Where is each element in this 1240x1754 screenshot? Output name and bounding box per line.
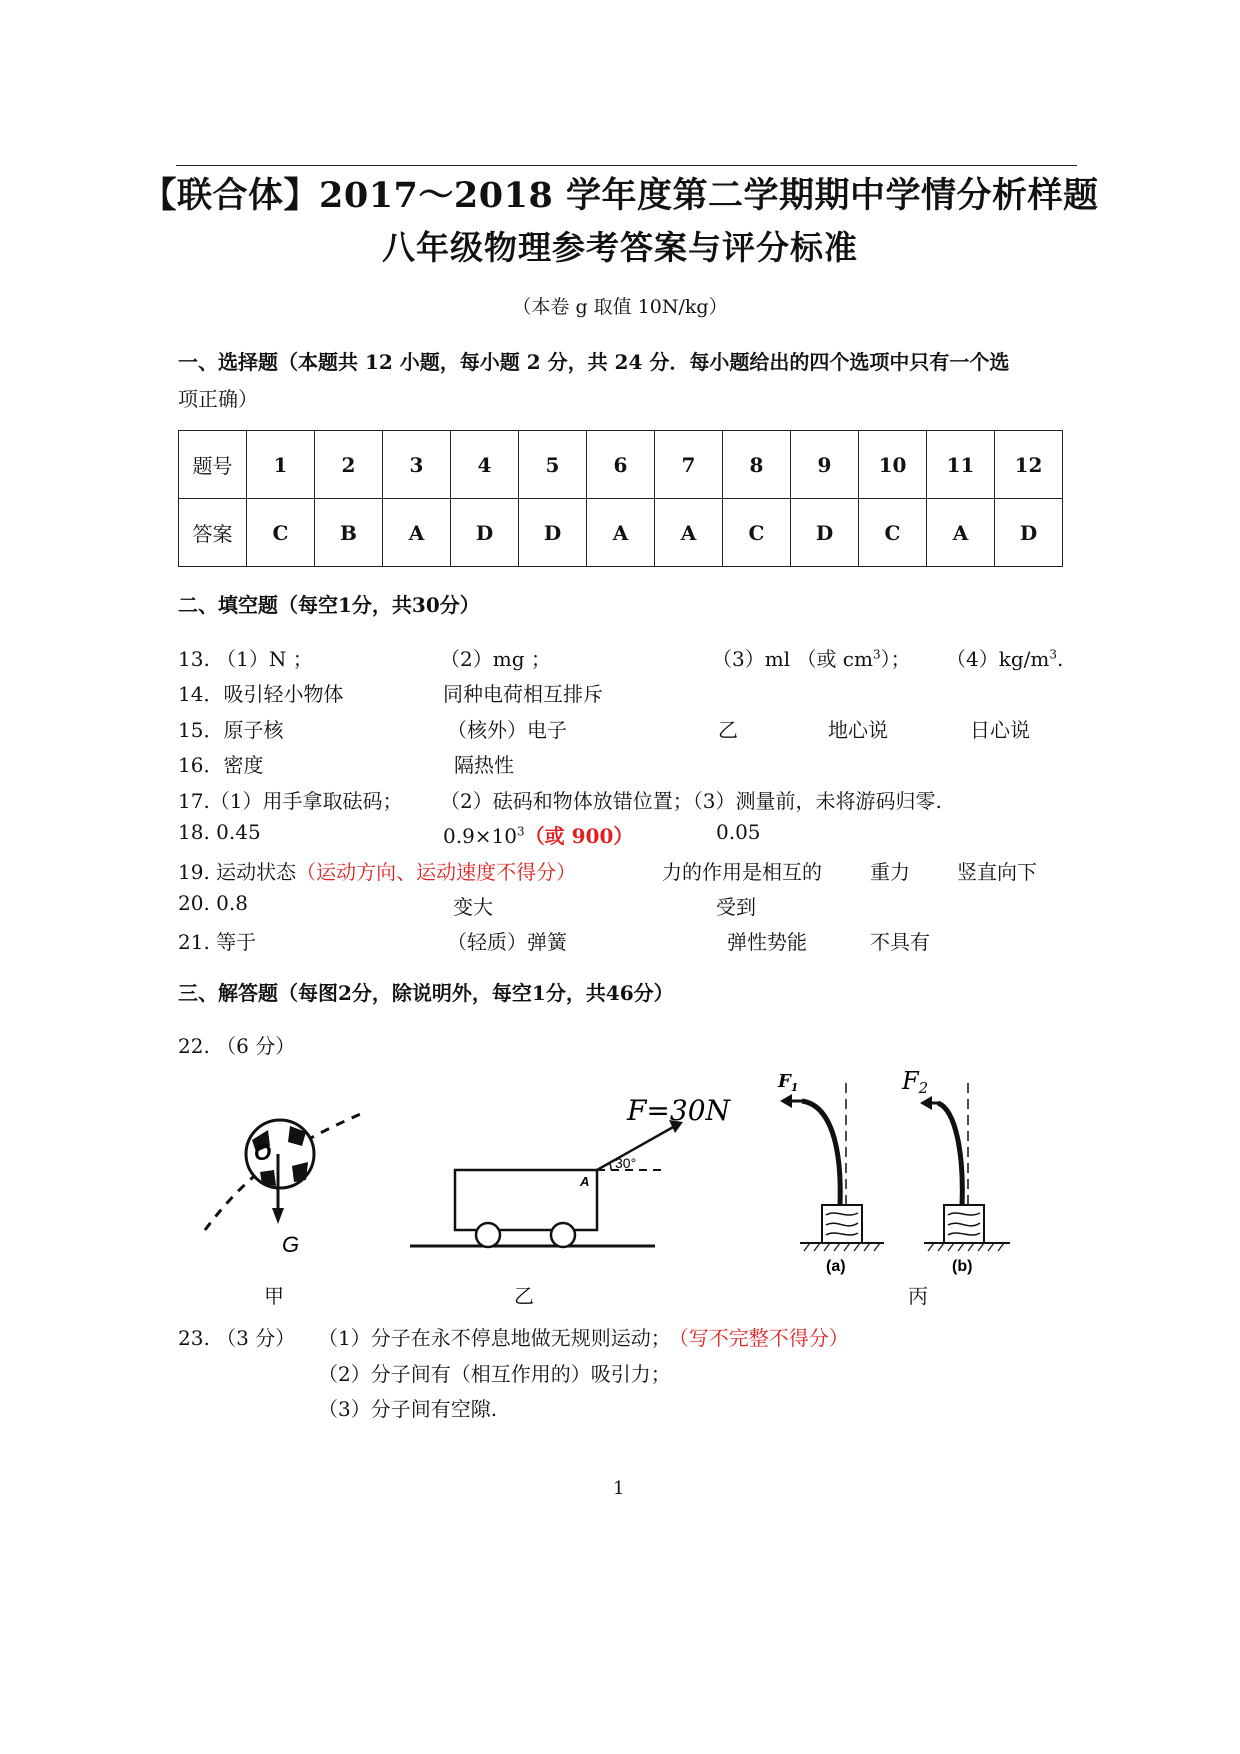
table-cell: 1 [247, 431, 315, 499]
q21-part1: 21. 等于 [178, 930, 257, 954]
caption-bing: 丙 [908, 1284, 928, 1308]
figure-jia-ball [190, 1090, 380, 1270]
q19-part1: 19. 运动状态（运动方向、运动速度不得分） [178, 860, 577, 884]
row-label-answer: 答案 [179, 499, 247, 567]
caption-jia: 甲 [264, 1284, 284, 1308]
table-cell: C [247, 499, 315, 567]
q19-part4: 竖直向下 [957, 860, 1037, 884]
table-cell: 10 [859, 431, 927, 499]
q14-part1: 14．吸引轻小物体 [178, 682, 344, 706]
q13-part3: （3）ml （或 $cm^3$）； [712, 647, 911, 671]
table-cell: 9 [791, 431, 859, 499]
table-row [179, 499, 1063, 567]
table-cell: C [859, 499, 927, 567]
cart-body [455, 1170, 597, 1230]
q21-part4: 不具有 [870, 930, 930, 954]
q18-part3: 0.05 [716, 820, 761, 844]
q15-part5: 日心说 [970, 718, 1030, 742]
q16-part2: 隔热性 [454, 753, 514, 777]
q18-part1: 18. 0.45 [178, 820, 261, 844]
table-cell: B [315, 499, 383, 567]
table-cell: 5 [519, 431, 587, 499]
q23-line3: （3）分子间有空隙. [318, 1397, 498, 1421]
page-number: 1 [613, 1478, 625, 1499]
q23-heading: 23. （3 分） [178, 1326, 296, 1350]
q15-part4: 地心说 [828, 718, 888, 742]
q14-part2: 同种电荷相互排斥 [443, 682, 603, 706]
table-cell: A [655, 499, 723, 567]
q21-part3: 弹性势能 [727, 930, 807, 954]
ball-patch [260, 1170, 276, 1186]
figure-yi-cart [405, 1090, 745, 1270]
table-cell: 6 [587, 431, 655, 499]
title-line-1: 【联合体】2017～2018 学年度第二学期期中学情分析样题 [141, 175, 1099, 216]
bent-strip-a [802, 1101, 840, 1205]
label-angle: 30° [615, 1155, 637, 1171]
table-cell: 12 [995, 431, 1063, 499]
table-cell: 3 [383, 431, 451, 499]
q15-part2: （核外）电子 [447, 718, 567, 742]
q19-part3: 重力 [870, 860, 910, 884]
table-cell: 7 [655, 431, 723, 499]
q13-part2: （2）mg ； [440, 647, 551, 671]
bent-strip-b [938, 1103, 962, 1205]
section3-heading: 三、解答题（每图2分，除说明外，每空1分，共46分） [178, 981, 674, 1005]
label-f1: $F_1$ [778, 1071, 799, 1094]
q23-line1: （1）分子在永不停息地做无规则运动； （写不完整不得分） [318, 1326, 849, 1350]
header-rule [176, 165, 1077, 166]
q19-part2: 力的作用是相互的 [662, 860, 822, 884]
q18-part2: $0.9\times 10^3$（或 900） [443, 824, 634, 848]
table-row [179, 431, 1063, 499]
table-cell: A [383, 499, 451, 567]
q17-part2: （2）砝码和物体放错位置；（3）测量前，未将游码归零. [440, 789, 942, 813]
cart-wheel [476, 1223, 500, 1247]
label-b-caption: (b) [952, 1258, 973, 1275]
section1-heading-line2: 项正确） [178, 387, 258, 411]
q23-line2: （2）分子间有（相互作用的）吸引力； [318, 1362, 671, 1386]
label-f2: F2 [902, 1067, 929, 1097]
table-cell: 8 [723, 431, 791, 499]
q17-part1: 17.（1）用手拿取砝码； [178, 789, 403, 813]
section1-heading-line1: 一、选择题（本题共 12 小题，每小题 2 分，共 24 分．每小题给出的四个选项中只有一个选 [178, 350, 1010, 374]
figure-bing-springs [760, 1065, 1040, 1295]
gravity-note: （本卷 g 取值 10N/kg） [512, 296, 728, 318]
table-cell: A [587, 499, 655, 567]
label-a-caption: (a) [826, 1258, 846, 1275]
section2-heading: 二、填空题（每空1分，共30分） [178, 593, 480, 617]
gravity-arrow-head [272, 1208, 284, 1224]
q20-part1: 20. 0.8 [178, 891, 248, 915]
q22-heading: 22. （6 分） [178, 1034, 296, 1058]
table-cell: C [723, 499, 791, 567]
table-cell: D [451, 499, 519, 567]
label-force: F=30N [627, 1094, 731, 1127]
table-cell: 11 [927, 431, 995, 499]
q16-part1: 16．密度 [178, 753, 264, 777]
q15-part1: 15．原子核 [178, 718, 284, 742]
table-cell: 4 [451, 431, 519, 499]
label-g: G [282, 1232, 300, 1257]
caption-yi: 乙 [514, 1284, 534, 1308]
label-a: A [580, 1174, 590, 1189]
q21-part2: （轻质）弹簧 [447, 930, 567, 954]
table-cell: D [519, 499, 587, 567]
table-cell: D [995, 499, 1063, 567]
q13-part1: 13. （1）N ； [178, 647, 313, 671]
hatch-a [804, 1243, 880, 1251]
table-cell: 2 [315, 431, 383, 499]
q15-part3: 乙 [718, 718, 738, 742]
table-cell: A [927, 499, 995, 567]
cart-wheel [551, 1223, 575, 1247]
q13-part4: $(4)kg/m^3$. [946, 647, 1064, 671]
table-cell: D [791, 499, 859, 567]
q20-part3: 受到 [716, 895, 756, 919]
row-label-number: 题号 [179, 431, 247, 499]
hatch-b [928, 1243, 1004, 1251]
q20-part2: 变大 [453, 895, 493, 919]
answer-table [178, 430, 1063, 567]
title-line-2: 八年级物理参考答案与评分标准 [382, 228, 858, 267]
label-o: O [254, 1140, 272, 1165]
